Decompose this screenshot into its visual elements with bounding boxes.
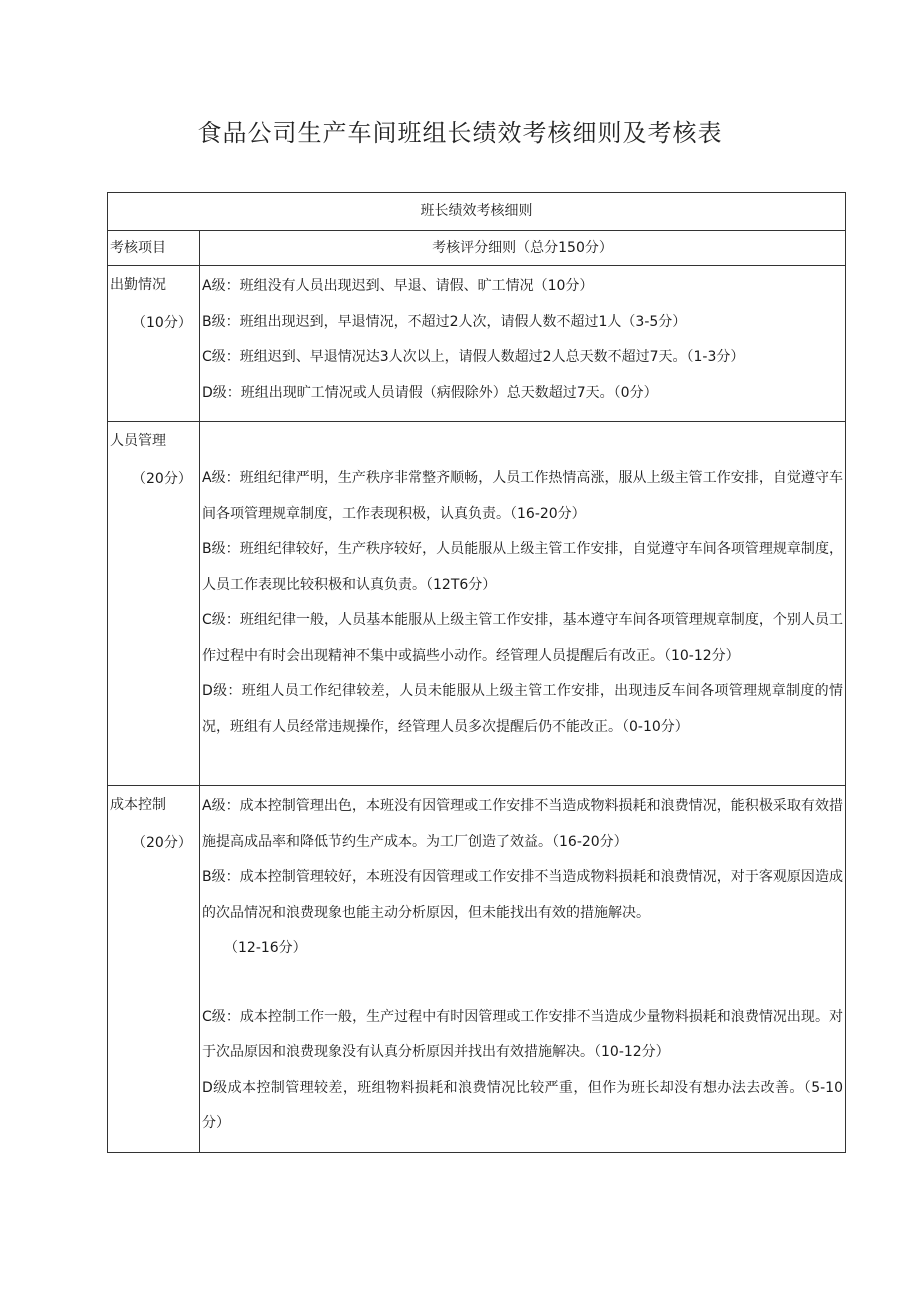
grade-b-score: （12-16分）: [224, 940, 307, 956]
item-name: 出勤情况: [110, 277, 166, 293]
spacer: [202, 967, 843, 1000]
item-name: 人员管理: [110, 433, 166, 449]
rule-cell: [200, 786, 846, 1153]
table-caption-row: [108, 193, 846, 231]
table-row: [108, 786, 846, 1153]
item-score: （20分）: [132, 471, 192, 487]
rule-cell: [200, 422, 846, 786]
grade-a: A级：班组纪律严明，生产秩序非常整齐顺畅，人员工作热情高涨，服从上级主管工作安排，自觉遵守车间各项管理规章制度，工作表现积极，认真负责。（16-20分）: [202, 470, 843, 522]
assessment-table: [107, 192, 846, 1153]
item-name-cell: [108, 786, 200, 1153]
document-title: 食品公司生产车间班组长绩效考核细则及考核表: [197, 119, 723, 147]
grade-b: B级：成本控制管理较好，本班没有因管理或工作安排不当造成物料损耗和浪费情况，对于客观原因造成的次品情况和浪费现象也能主动分析原因，但未能找出有效的措施解决。: [202, 869, 843, 921]
grade-d: D级：班组人员工作纪律较差，人员未能服从上级主管工作安排，出现违反车间各项管理规章制度的情况，班组有人员经常违规操作，经管理人员多次提醒后仍不能改正。（0-10分）: [202, 683, 843, 735]
item-name-cell: [108, 422, 200, 786]
table-row: [108, 422, 846, 786]
item-name: 成本控制: [110, 797, 166, 813]
grade-c: C级：成本控制工作一般，生产过程中有时因管理或工作安排不当造成少量物料损耗和浪费情况出现。对于次品原因和浪费现象没有认真分析原因并找出有效措施解决。（10-12分）: [202, 1008, 843, 1060]
rule-cell: [200, 266, 846, 422]
grade-a: A级：班组没有人员出现迟到、早退、请假、旷工情况（10分）: [202, 278, 594, 294]
grade-c: C级：班组迟到、早退情况达3人次以上，请假人数超过2人总天数不超过7天。（1-3分）: [202, 349, 745, 365]
grade-b: B级：班组出现迟到，早退情况，不超过2人次，请假人数不超过1人（3-5分）: [202, 313, 687, 330]
item-name-cell: [108, 266, 200, 422]
grade-d: D级：班组出现旷工情况或人员请假（病假除外）总天数超过7天。（0分）: [202, 384, 658, 401]
item-score: （20分）: [132, 835, 192, 851]
spacer: [202, 425, 843, 461]
spacer: [202, 745, 843, 775]
table-row: [108, 266, 846, 422]
grade-b: B级：班组纪律较好，生产秩序较好，人员能服从上级主管工作安排，自觉遵守车间各项管理规章制度，人员工作表现比较积极和认真负责。（12T6分）: [202, 541, 843, 593]
grade-d: D级成本控制管理较差，班组物料损耗和浪费情况比较严重，但作为班长却没有想办法去改善。（5-10分）: [202, 1079, 843, 1131]
table-caption: 班长绩效考核细则: [108, 193, 846, 231]
item-score: （10分）: [132, 315, 192, 331]
grade-a: A级：成本控制管理出色，本班没有因管理或工作安排不当造成物料损耗和浪费情况，能积极采取有效措施提高成品率和降低节约生产成本。为工厂创造了效益。（16-20分）: [202, 798, 843, 850]
header-item: 考核项目: [108, 231, 200, 266]
header-rule: 考核评分细则（总分150分）: [200, 231, 846, 266]
table-header-row: [108, 231, 846, 266]
grade-c: C级：班组纪律一般，人员基本能服从上级主管工作安排，基本遵守车间各项管理规章制度，个别人员工作过程中有时会出现精神不集中或搞些小动作。经管理人员提醒后有改正。（10-12分）: [202, 612, 843, 664]
